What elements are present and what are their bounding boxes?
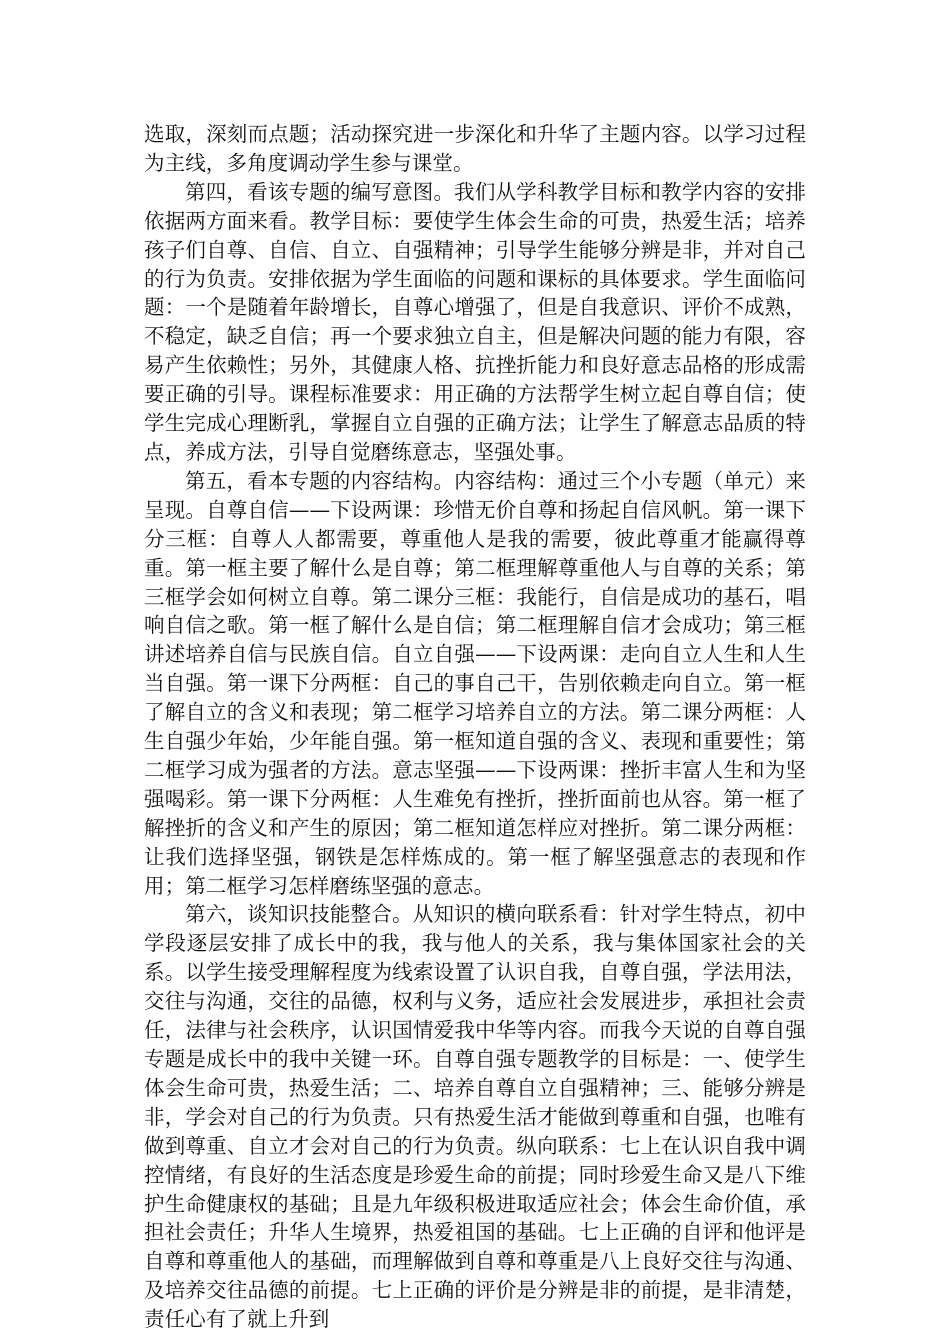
paragraph-content-structure: 第五，看本专题的内容结构。内容结构：通过三个小专题（单元）来呈现。自尊自信——下设两课：珍惜无价自尊和扬起自信风帆。第一课下分三框：自尊人人都需要，尊重他人是我的需要，彼此尊重才能赢得尊重。第一框主要了解什么是自尊；第二框理解尊重他人与自尊的关系；第三框学会如何树立自尊。第二课分三框：我能行，自信是成功的基石，唱响自信之歌。第一框了解什么是自信；第二框理解自信才会成功；第三框讲述培养自信与民族自信。自立自强——下设两课：走向自立人生和人生当自强。第一课下分两框：自己的事自己干，告别依赖走向自立。第一框了解自立的含义和表现；第二框学习培养自立的方法。第二课分两框：人生自强少年始，少年能自强。第一框知道自强的含义、表现和重要性；第二框学习成为强者的方法。意志坚强——下设两课：挫折丰富人生和为坚强喝彩。第一课下分两框：人生难免有挫折，挫折面前也从容。第一框了解挫折的含义和产生的原因；第二框知道怎样应对挫折。第二课分两框：让我们选择坚强，钢铁是怎样炼成的。第一框了解坚强意志的表现和作用；第二框学习怎样磨练坚强的意志。 bbox=[144, 468, 806, 898]
document-body bbox=[144, 120, 806, 1334]
paragraph-continuation: 选取，深刻而点题；活动探究进一步深化和升华了主题内容。以学习过程为主线，多角度调动学生参与课堂。 bbox=[144, 122, 806, 175]
paragraph-knowledge-integration: 第六，谈知识技能整合。从知识的横向联系看：针对学生特点，初中学段逐层安排了成长中的我，我与他人的关系，我与集体国家社会的关系。以学生接受理解程度为线索设置了认识自我，自尊自强，学法用法，交往与沟通，交往的品德，权利与义务，适应社会发展进步，承担社会责任，法律与社会秩序，认识国情爱我中华等内容。而我今天说的自尊自强专题是成长中的我中关键一环。自尊自强专题教学的目标是：一、使学生体会生命可贵，热爱生活；二、培养自尊自立自强精神；三、能够分辨是非，学会对自己的行为负责。只有热爱生活才能做到尊重和自强，也唯有做到尊重、自立才会对自己的行为负责。纵向联系：七上在认识自我中调控情绪，有良好的生活态度是珍爱生命的前提；同时珍爱生命又是八下维护生命健康权的基础；且是九年级积极进取适应社会；体会生命价值，承担社会责任；升华人生境界，热爱祖国的基础。七上正确的自评和他评是自尊和尊重他人的基础，而理解做到自尊和尊重是八上良好交往与沟通、及培养交往品德的前提。七上正确的评价是分辨是非的前提，是非清楚，责任心有了就上升到 bbox=[144, 902, 806, 1332]
paragraph-writing-intent: 第四，看该专题的编写意图。我们从学科教学目标和教学内容的安排依据两方面来看。教学目标：要使学生体会生命的可贵，热爱生活；培养孩子们自尊、自信、自立、自强精神；引导学生能够分辨是非，并对自己的行为负责。安排依据为学生面临的问题和课标的具体要求。学生面临问题：一个是随着年龄增长，自尊心增强了，但是自我意识、评价不成熟，不稳定，缺乏自信；再一个要求独立自主，但是解决问题的能力有限，容易产生依赖性；另外，其健康人格、抗挫折能力和良好意志品格的形成需要正确的引导。课程标准要求：用正确的方法帮学生树立起自尊自信；使学生完成心理断乳，掌握自立自强的正确方法；让学生了解意志品质的特点，养成方法，引导自觉磨练意志，坚强处事。 bbox=[144, 179, 806, 464]
